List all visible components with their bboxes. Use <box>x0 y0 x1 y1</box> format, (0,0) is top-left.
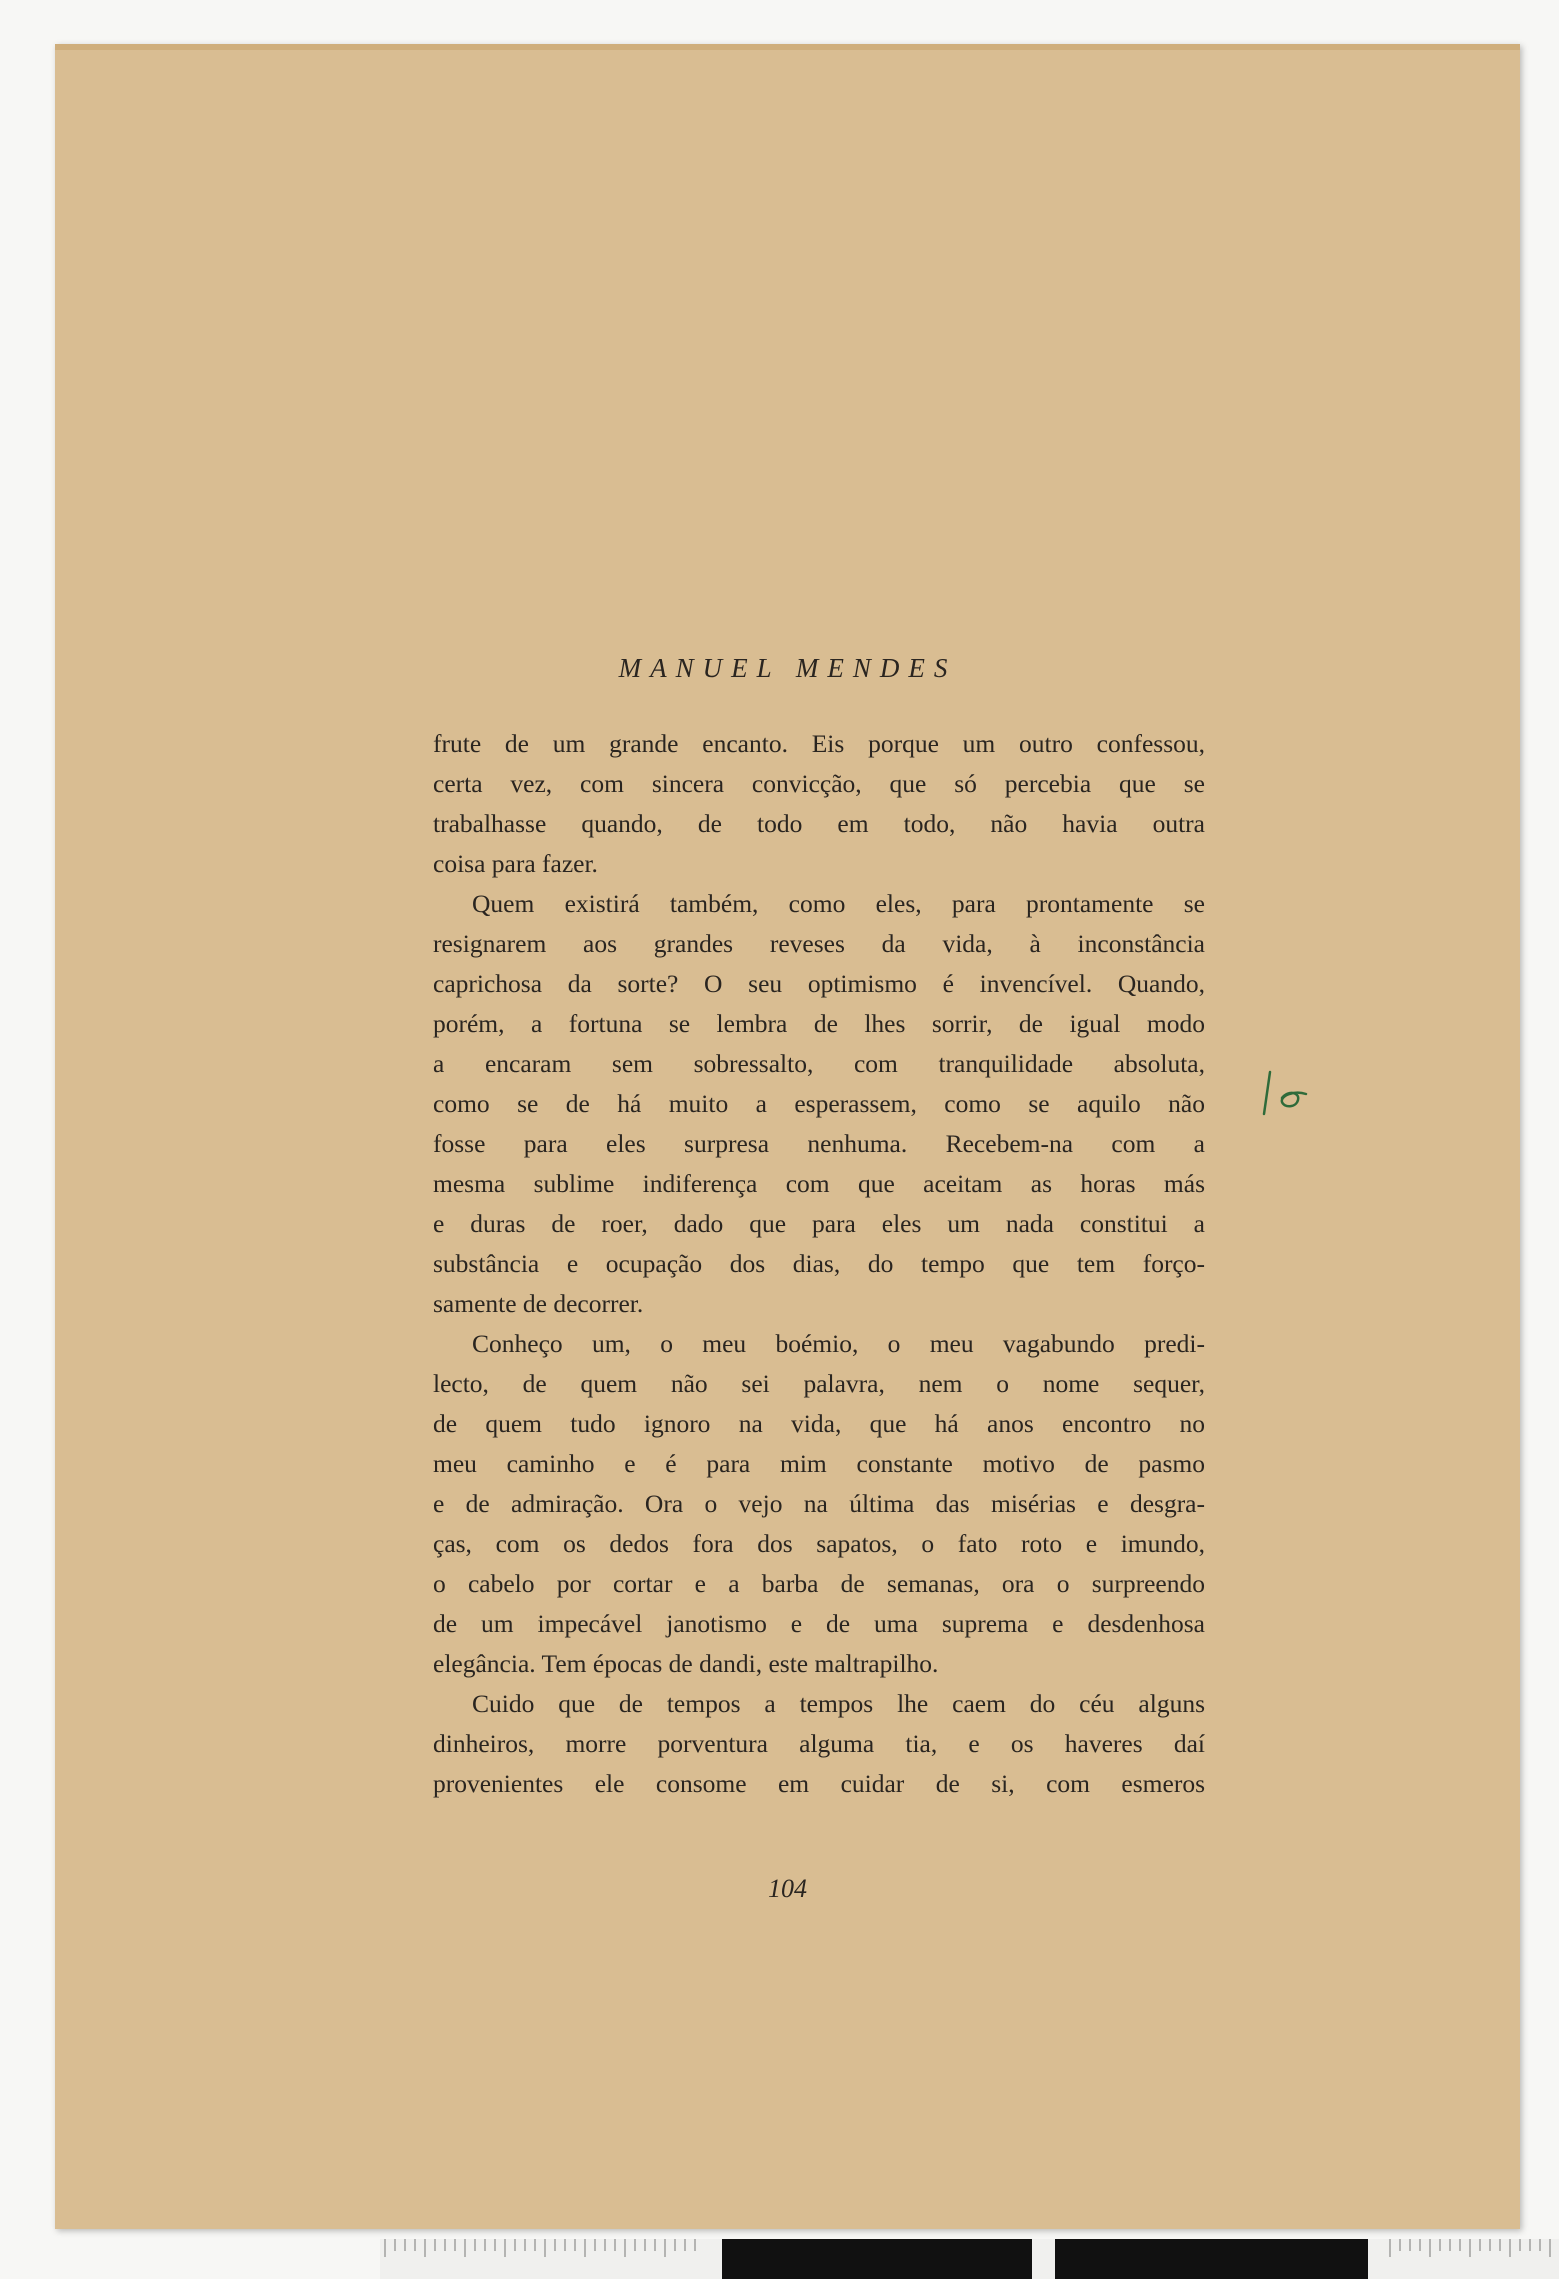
paragraph-1 <box>433 724 1205 884</box>
text-line: meu caminho e é para mim constante motivo de pasmo <box>433 1449 1205 1478</box>
text-line: a encaram sem sobressalto, com tranquilidade absoluta, <box>433 1049 1205 1078</box>
page-number: 104 <box>768 1874 807 1903</box>
text-line: certa vez, com sincera convicção, que só percebia que se <box>433 769 1205 798</box>
text-line: lecto, de quem não sei palavra, nem o nome sequer, <box>433 1369 1205 1398</box>
text-line: porém, a fortuna se lembra de lhes sorrir, de igual modo <box>433 1009 1205 1038</box>
paragraph-2 <box>433 884 1205 1324</box>
text-line: Conheço um, o meu boémio, o meu vagabundo predi- <box>472 1329 1205 1358</box>
ruler-black-segment <box>1055 2239 1368 2279</box>
text-line: elegância. Tem épocas de dandi, este maltrapilho. <box>433 1649 939 1678</box>
text-line: coisa para fazer. <box>433 849 598 878</box>
body-text <box>433 724 1205 1804</box>
text-line: Quem existirá também, como eles, para prontamente se <box>472 889 1205 918</box>
text-line: caprichosa da sorte? O seu optimismo é invencível. Quando, <box>433 969 1205 998</box>
page-edge <box>55 44 1520 50</box>
handwritten-annotation-icon <box>1260 1068 1320 1118</box>
text-line: o cabelo por cortar e a barba de semanas, ora o surpreendo <box>433 1569 1205 1598</box>
paragraph-4 <box>433 1684 1205 1804</box>
text-line: mesma sublime indiferença com que aceitam as horas más <box>433 1169 1205 1198</box>
text-line: resignarem aos grandes reveses da vida, à inconstância <box>433 929 1205 958</box>
text-line: trabalhasse quando, de todo em todo, não havia outra <box>433 809 1205 838</box>
text-line: como se de há muito a esperassem, como se aquilo não <box>433 1089 1205 1118</box>
paragraph-3 <box>433 1324 1205 1684</box>
text-line: provenientes ele consome em cuidar de si, com esmeros <box>433 1769 1205 1798</box>
book-page <box>55 44 1520 2229</box>
text-line: dinheiros, morre porventura alguma tia, e os haveres daí <box>433 1729 1205 1758</box>
text-line: e duras de roer, dado que para eles um nada constitui a <box>433 1209 1205 1238</box>
running-header: MANUEL MENDES <box>618 653 957 683</box>
scale-ruler <box>380 2239 1559 2279</box>
ruler-black-segment <box>722 2239 1032 2279</box>
text-line: de um impecável janotismo e de uma suprema e desdenhosa <box>433 1609 1205 1638</box>
text-line: Cuido que de tempos a tempos lhe caem do céu alguns <box>472 1689 1205 1718</box>
text-line: substância e ocupação dos dias, do tempo que tem forço- <box>433 1249 1205 1278</box>
text-line: fosse para eles surpresa nenhuma. Recebem-na com a <box>433 1129 1205 1158</box>
text-line: e de admiração. Ora o vejo na última das misérias e desgra- <box>433 1489 1205 1518</box>
text-line: de quem tudo ignoro na vida, que há anos encontro no <box>433 1409 1205 1438</box>
text-line: samente de decorrer. <box>433 1289 644 1318</box>
text-line: frute de um grande encanto. Eis porque um outro confessou, <box>433 729 1205 758</box>
text-line: ças, com os dedos fora dos sapatos, o fato roto e imundo, <box>433 1529 1205 1558</box>
